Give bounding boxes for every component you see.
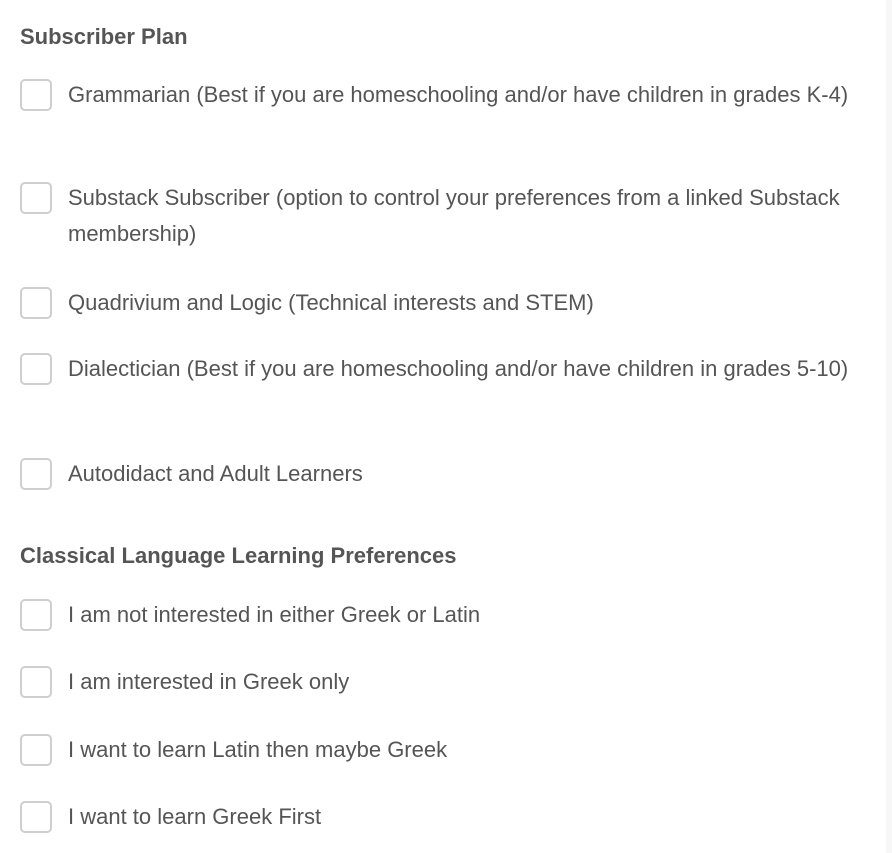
option-label[interactable]: Dialectician (Best if you are homeschooling and/or have children in grades 5-10): [68, 356, 849, 381]
option-label[interactable]: Quadrivium and Logic (Technical interests and STEM): [68, 290, 594, 315]
option-label[interactable]: Substack Subscriber (option to control your preferences from a linked Substack membership): [68, 185, 840, 246]
option-latin-then-greek[interactable]: [20, 734, 870, 768]
scrollbar-track[interactable]: [886, 0, 892, 853]
option-greek-first[interactable]: [20, 801, 870, 835]
option-label[interactable]: I am interested in Greek only: [68, 669, 350, 694]
option-substack-subscriber[interactable]: [20, 182, 870, 252]
option-label[interactable]: Autodidact and Adult Learners: [68, 461, 363, 486]
option-autodidact[interactable]: [20, 458, 870, 492]
option-label[interactable]: I want to learn Latin then maybe Greek: [68, 737, 448, 762]
subscriber-plan-heading: Subscriber Plan: [20, 24, 188, 49]
checkbox-latin-then-greek[interactable]: [20, 734, 52, 766]
checkbox-greek-first[interactable]: [20, 801, 52, 833]
checkbox-quadrivium-logic[interactable]: [20, 287, 52, 319]
option-not-interested[interactable]: [20, 599, 870, 633]
checkbox-autodidact[interactable]: [20, 458, 52, 490]
checkbox-greek-only[interactable]: [20, 666, 52, 698]
checkbox-not-interested[interactable]: [20, 599, 52, 631]
option-dialectician[interactable]: [20, 353, 870, 387]
option-quadrivium-logic[interactable]: [20, 287, 870, 321]
checkbox-grammarian[interactable]: [20, 79, 52, 111]
option-greek-only[interactable]: [20, 666, 870, 700]
option-label[interactable]: I want to learn Greek First: [68, 804, 322, 829]
option-label[interactable]: I am not interested in either Greek or Latin: [68, 602, 481, 627]
option-grammarian[interactable]: [20, 79, 870, 113]
language-preferences-heading: Classical Language Learning Preferences: [20, 543, 457, 568]
checkbox-substack-subscriber[interactable]: [20, 182, 52, 214]
option-label[interactable]: Grammarian (Best if you are homeschooling and/or have children in grades K-4): [68, 82, 849, 107]
checkbox-dialectician[interactable]: [20, 353, 52, 385]
